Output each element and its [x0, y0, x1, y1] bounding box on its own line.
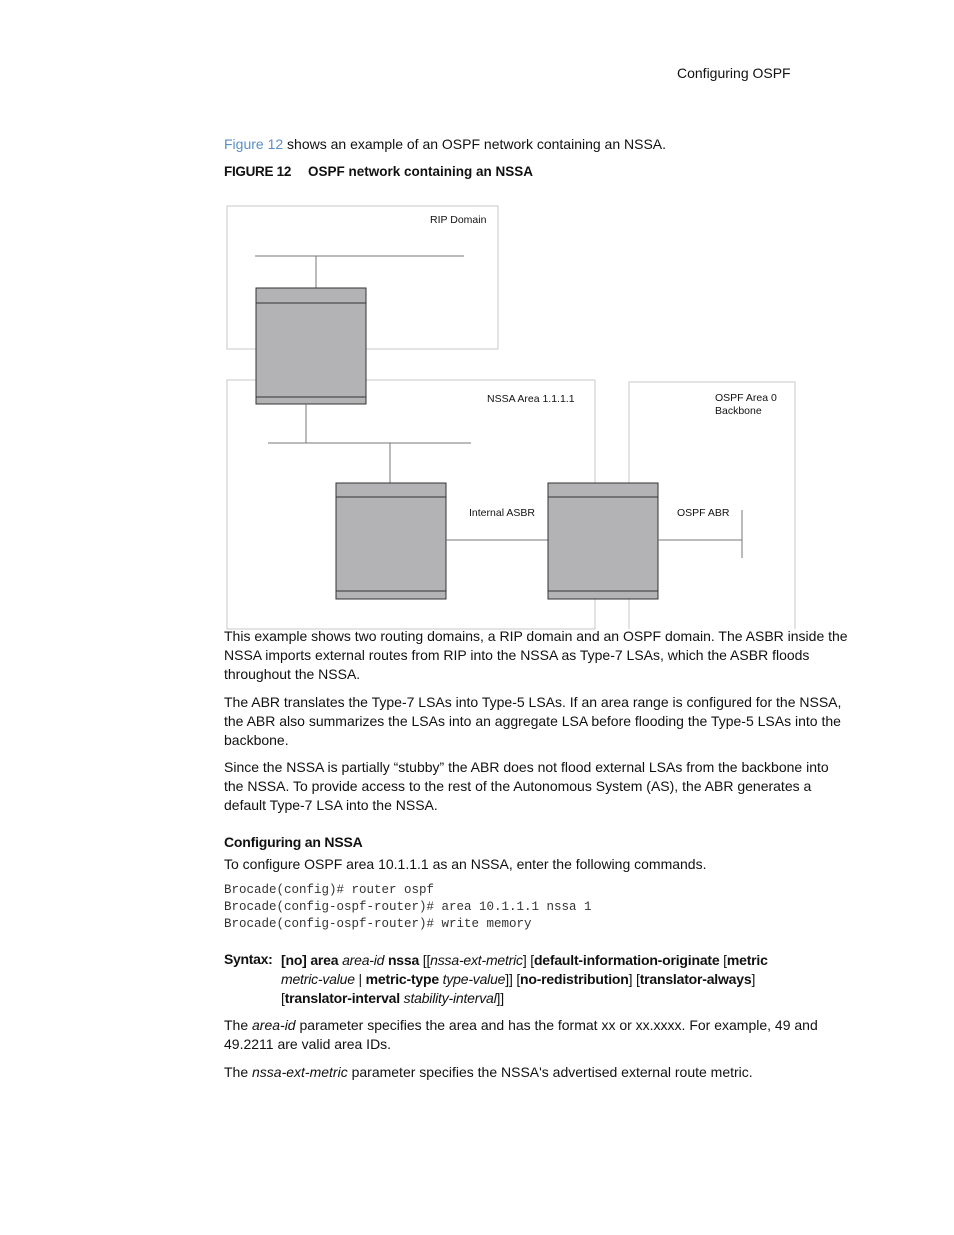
figure-title: OSPF network containing an NSSA — [308, 164, 534, 179]
paragraph-2: The ABR translates the Type-7 LSAs into Type-5 LSAs. If an area range is configured for the NSSA, the ABR also summarizes the LSAs into an aggregate LSA before flooding the Type-5 LSAs into the backbone. — [224, 694, 842, 748]
figure-link[interactable]: Figure 12 — [224, 136, 284, 152]
internal-asbr-label: Internal ASBR — [469, 507, 535, 519]
code-line: Brocade(config-ospf-router)# area 10.1.1.1 nssa 1 — [224, 900, 592, 914]
ospf-area0-label: OSPF Area 0 — [715, 392, 777, 404]
figure-number: FIGURE 12 — [224, 164, 292, 179]
rip-domain-label: RIP Domain — [430, 214, 487, 226]
code-line: Brocade(config)# router ospf — [224, 883, 435, 897]
section-heading: Configuring an NSSA — [224, 834, 363, 850]
syntax-definition: [no] area area-id nssa [[nssa-ext-metric] [default-information-originate [metric metric-value | metric-type type-value]] [no-redistribution] [translator-always] [translator-interval stability-interval]] — [281, 952, 768, 1006]
code-line: Brocade(config-ospf-router)# write memory — [224, 917, 532, 931]
area-id-description: The area-id parameter specifies the area and has the format xx or xx.xxxx. For example, 49 and 49.2211 are valid area IDs. — [224, 1017, 818, 1052]
code-block — [224, 882, 592, 933]
section-intro: To configure OSPF area 10.1.1.1 as an NSSA, enter the following commands. — [224, 856, 707, 872]
ext-metric-description: The nssa-ext-metric parameter specifies the NSSA's advertised external route metric. — [224, 1064, 753, 1080]
nssa-area-label: NSSA Area 1.1.1.1 — [487, 393, 575, 405]
internal-asbr-router — [336, 483, 446, 599]
paragraph-1: This example shows two routing domains, a RIP domain and an OSPF domain. The ASBR inside the NSSA imports external routes from RIP into the NSSA as Type-7 LSAs, which the ASBR floods throughout the NSSA. — [224, 628, 848, 682]
intro-text: shows an example of an OSPF network containing an NSSA. — [283, 136, 667, 152]
backbone-label: Backbone — [715, 405, 762, 417]
running-header: Configuring OSPF — [677, 65, 791, 81]
ospf-abr-router — [548, 483, 658, 599]
ospf-abr-label: OSPF ABR — [677, 507, 730, 519]
syntax-label: Syntax: — [224, 951, 273, 967]
paragraph-3: Since the NSSA is partially “stubby” the ABR does not flood external LSAs from the backbone into the NSSA. To provide access to the rest of the Autonomous System (AS), the ABR generates a default Type-7 LSA into the NSSA. — [224, 759, 829, 813]
rip-router — [256, 288, 366, 404]
